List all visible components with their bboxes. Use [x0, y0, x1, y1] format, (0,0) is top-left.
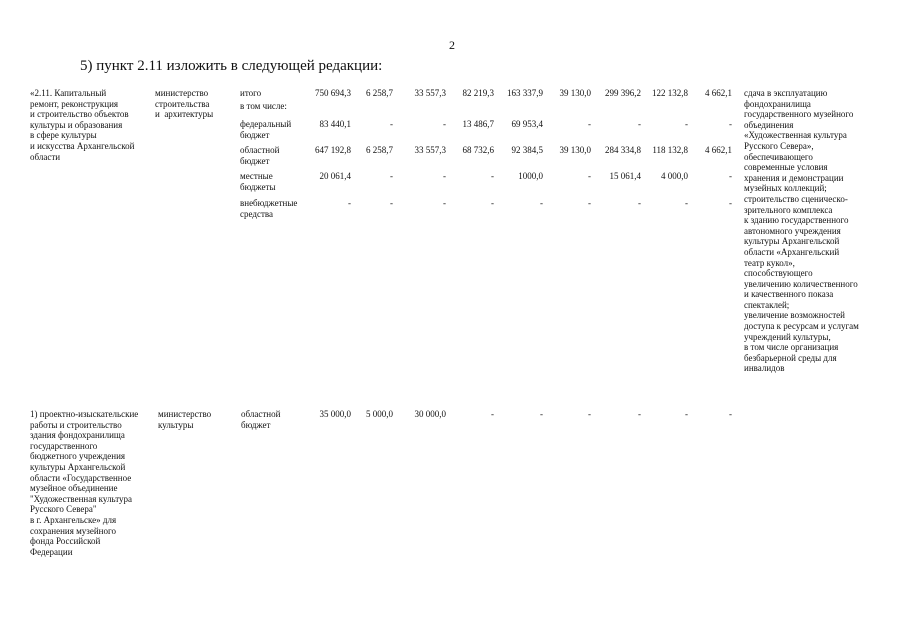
- funding-cell: -: [685, 119, 688, 129]
- funding-cell: 39 130,0: [559, 88, 591, 98]
- executor: министерство культуры: [158, 409, 212, 430]
- funding-cell: 647 192,8: [315, 145, 351, 155]
- funding-cell: 6 258,7: [366, 145, 393, 155]
- funding-cell: 15 061,4: [609, 171, 641, 181]
- funding-source: местные бюджеты: [240, 171, 276, 192]
- funding-source: в том числе:: [240, 101, 287, 111]
- page-number: 2: [449, 38, 455, 52]
- funding-cell: -: [729, 119, 732, 129]
- funding-source: внебюджетные средства: [240, 198, 298, 219]
- funding-cell: -: [588, 198, 591, 208]
- funding-cell: 13 486,7: [462, 119, 494, 129]
- funding-cell: 1000,0: [518, 171, 543, 181]
- funding-source: областной бюджет: [241, 409, 281, 430]
- funding-cell: -: [443, 119, 446, 129]
- funding-cell: -: [390, 198, 393, 208]
- funding-cell: 750 694,3: [315, 88, 351, 98]
- funding-cell: -: [348, 198, 351, 208]
- funding-cell: -: [685, 198, 688, 208]
- funding-cell: 33 557,3: [414, 88, 446, 98]
- funding-cell: -: [491, 198, 494, 208]
- funding-cell: -: [390, 119, 393, 129]
- funding-cell: 82 219,3: [462, 88, 494, 98]
- funding-cell: -: [443, 198, 446, 208]
- funding-cell: 163 337,9: [507, 88, 543, 98]
- funding-source: областной бюджет: [240, 145, 280, 166]
- funding-cell: 6 258,7: [366, 88, 393, 98]
- funding-cell: -: [729, 198, 732, 208]
- funding-cell: 4 662,1: [705, 145, 732, 155]
- funding-cell: 284 334,8: [605, 145, 641, 155]
- funding-cell: 69 953,4: [511, 119, 543, 129]
- funding-cell: -: [491, 171, 494, 181]
- measure-name: «2.11. Капитальный ремонт, реконструкция и строительство объектов культуры и образования в сфере культуры и искусства Архангельской области: [30, 88, 135, 162]
- funding-cell: 118 132,8: [652, 145, 688, 155]
- funding-cell: 39 130,0: [559, 145, 591, 155]
- funding-cell: -: [638, 198, 641, 208]
- funding-cell: 122 132,8: [652, 88, 688, 98]
- expected-result: сдача в эксплуатацию фондохранилища государственного музейного объединения «Художественная культура Русского Севера», обеспечивающего современные условия хранения и демонстрации музейных коллекций; строительство сценическо- зрительного комплекса к зданию государственного автономного учреждения культуры Архангельской области «Архангельский театр кукол», способствующего увеличению количественного и качественного показа спектаклей; увеличение возможностей доступа к ресурсам и услугам учреждений культуры, в том числе организация безбарьерной среды для инвалидов: [744, 88, 859, 374]
- funding-cell: -: [638, 119, 641, 129]
- funding-cell: 30 000,0: [414, 409, 446, 419]
- funding-cell: -: [588, 171, 591, 181]
- funding-cell: -: [540, 198, 543, 208]
- funding-cell: -: [588, 409, 591, 419]
- funding-cell: 4 662,1: [705, 88, 732, 98]
- funding-cell: -: [729, 409, 732, 419]
- funding-cell: 68 732,6: [462, 145, 494, 155]
- funding-cell: -: [638, 409, 641, 419]
- funding-cell: -: [540, 409, 543, 419]
- funding-cell: 20 061,4: [319, 171, 351, 181]
- funding-cell: -: [443, 171, 446, 181]
- funding-cell: 4 000,0: [661, 171, 688, 181]
- funding-cell: -: [729, 171, 732, 181]
- funding-cell: 33 557,3: [414, 145, 446, 155]
- funding-cell: 92 384,5: [511, 145, 543, 155]
- funding-cell: 299 396,2: [605, 88, 641, 98]
- funding-cell: -: [588, 119, 591, 129]
- funding-cell: -: [685, 409, 688, 419]
- funding-cell: 5 000,0: [366, 409, 393, 419]
- funding-cell: -: [390, 171, 393, 181]
- executor: министерство строительства и архитектуры: [155, 88, 214, 120]
- section-heading: 5) пункт 2.11 изложить в следующей редакции:: [80, 58, 383, 74]
- funding-cell: -: [491, 409, 494, 419]
- funding-cell: 35 000,0: [319, 409, 351, 419]
- measure-name: 1) проектно-изыскательские работы и строительство здания фондохранилища государственного бюджетного учреждения культуры Архангельской области «Государственное музейное объединение "Художественная культура Русского Севера" в г. Архангельске» для сохранения музейного фонда Российской Федерации: [30, 409, 139, 557]
- funding-cell: 83 440,1: [319, 119, 351, 129]
- funding-source: итого: [240, 88, 262, 98]
- funding-source: федеральный бюджет: [240, 119, 292, 140]
